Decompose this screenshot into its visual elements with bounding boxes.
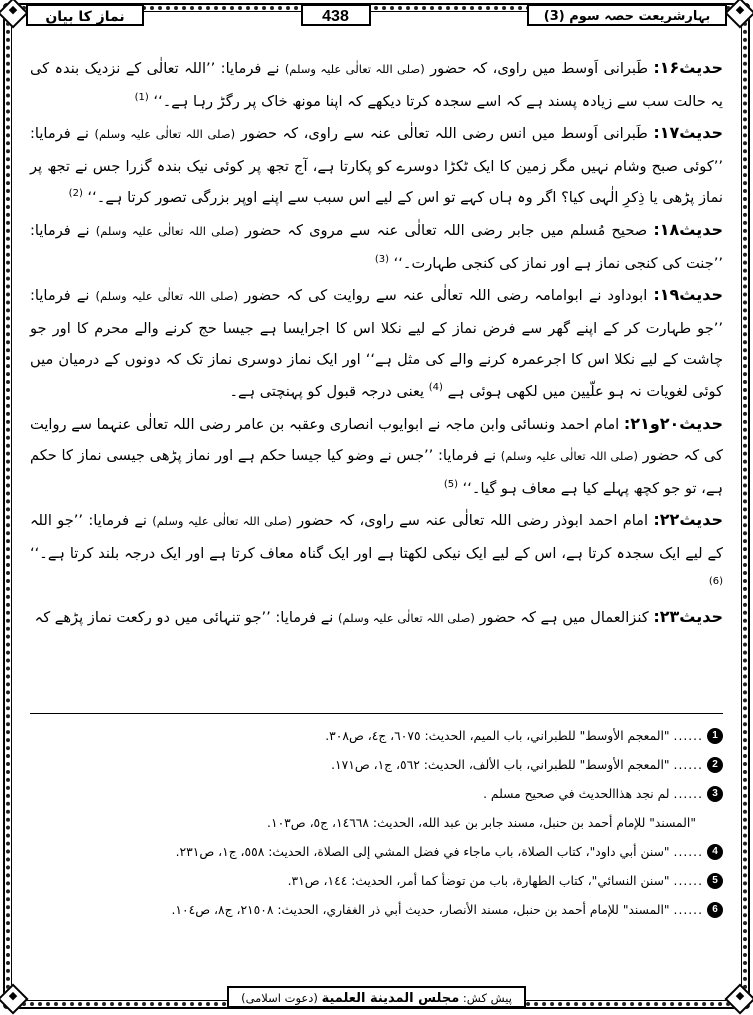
footnote-leader: ...... [673,728,703,743]
book-title: بہارِشریعت حصہ سوم (3) [527,4,727,26]
hadith-paragraph [30,279,723,407]
footnote-text: "سنن النسائي"، كتاب الطهارة، باب من توضأ كما أمر، الحديث: ١٤٤، ص٣١. [287,873,670,888]
page-header [26,2,727,28]
hadith-label: حدیث۱۶: [653,58,723,77]
footnote [30,895,723,924]
hadith-text: امام احمد ونسائی وابن ماجہ نے ابوایوب انصاری وعقبہ بن عامر رضی اللہ تعالٰی عنہما سے روایت کی کہ حضور [30,415,723,465]
salutation: (صلی اللہ تعالٰی علیہ وسلم) [95,289,239,304]
hadith-text: یعنی درجہ قبول کو پہنچتی ہے۔ [229,382,425,400]
salutation: (صلی اللہ تعالٰی علیہ وسلم) [95,223,239,238]
footnote [30,750,723,779]
footnote-reference: (1) [134,91,149,103]
hadith-text: نے فرمایا: ’’جو اللہ کے لیے ایک سجدہ کرتا ہے، اس کے لیے ایک نیکی لکھتا ہے اور ایک گناہ معاف کرتا ہے اور ایک درجہ بلند کرتا ہے۔‘‘ [30,512,723,562]
salutation: (صلی اللہ تعالٰی علیہ وسلم) [500,449,638,464]
footnote-text: "المسند" للإمام أحمد بن حنبل، مسند الأنصار، حديث أبي ذر الغفاري، الحديث: ٢١٥٠٨، ج٨، ص١٠٤. [171,902,670,917]
publisher-box [227,986,526,1008]
chapter-title: نماز کا بیان [26,4,144,26]
footnote-text: "سنن أبي داود"، كتاب الصلاة، باب ماجاء في فضل المشي إلى الصلاة، الحديث: ٥٥٨، ج١، ص٢٣١. [175,844,670,859]
footnote-number: 6 [707,902,723,918]
hadith-text: صحیح مُسلم میں جابر رضی اللہ تعالٰی عنہ سے مروی کہ حضور [238,221,648,239]
footnote-reference: (5) [443,478,458,490]
footnote-number: 3 [707,786,723,802]
hadith-paragraph [30,52,723,117]
hadith-text: نے فرمایا: ’’جو طہارت کر کے اپنے گھر سے فرض نماز کے لیے نکلا اس کا اجرایسا ہے جیسا حج کرنے والے محرم کا اور جو چاشت کے لیے نکلا اس کا اجرعمرہ کرنے والے کی مثل ہے‘‘ اور ایک نماز دوسری نماز تک کہ دونوں کے درمیان میں کوئی لغویات نہ ہو علّیین میں لکھی ہوئی ہے [30,287,723,400]
page-number: 438 [301,4,371,26]
footnote-number: 4 [707,844,723,860]
hadith-text: کنزالعمال میں ہے کہ حضور [474,609,649,627]
hadith-text: طَبرانی اَوسط میں انس رضی اللہ تعالٰی عنہ سے راوی، کہ حضور [235,125,648,143]
publisher-org: (دعوت اسلامی) [241,991,318,1005]
hadith-label: حدیث۱۹: [653,285,723,305]
hadith-paragraph [30,117,723,214]
footnote-leader: ...... [673,757,703,772]
footnote-number: 5 [707,873,723,889]
page-footer [0,986,753,1008]
footer-prefix: پیش کش: [462,991,512,1005]
hadith-label: حدیث۱۸: [653,219,723,239]
hadith-text: نے فرمایا: ’’جس نے وضو کیا جیسا حکم ہے اور نماز پڑھی جیسی نماز کا حکم ہے، تو جو کچھ پہلے کیا ہے معاف ہو گیا۔‘‘ [30,447,723,497]
footnote-leader: ...... [673,873,703,888]
footnote [30,779,723,808]
hadith-text: نے فرمایا: ’’کوئی صبح وشام نہیں مگر زمین کا ایک ٹکڑا دوسرے کو پکارتا ہے، آج تجھ پر کوئی نیک بندہ گزرا جس نے تجھ پر نماز پڑھی یا ذِکرِ الٰہی کیا؟ اگر وہ ہاں کہے تو اس کے لیے اس سبب سے اپنے اوپر بزرگی تصور کرتا ہے۔‘‘ [30,125,723,207]
hadith-paragraph [30,214,723,279]
footnote-leader: ...... [673,902,703,917]
hadith-text: نے فرمایا: ’’اللہ تعالٰی کے نزدیک بندہ کی یہ حالت سب سے زیادہ پسند ہے کہ اسے سجدہ کرتا دیکھے کہ اپنا مونھ خاک پر رگڑ رہا ہے۔‘‘ [30,60,723,110]
footnote [30,837,723,866]
footnote-number: 2 [707,757,723,773]
hadith-text: امام احمد ابوذر رضی اللہ تعالٰی عنہ سے راوی، کہ حضور [291,512,649,530]
main-text [30,52,723,635]
footnote-leader: ...... [673,786,703,801]
hadith-label: حدیث۲۰و۲۱: [623,413,724,433]
footnote [30,721,723,750]
footnote-text: "المعجم الأوسط" للطبراني، باب الميم، الحديث: ٦٠٧٥، ج٤، ص٣٠٨. [325,728,670,743]
footnote-divider [30,713,723,714]
publisher-name: مجلس المدينة العلمية [321,991,460,1006]
hadith-paragraph [30,408,723,505]
footnotes [30,721,723,924]
hadith-text: نے فرمایا: ’’جو تنہائی میں دو رکعت نماز پڑھے کہ [34,609,338,627]
footnote-reference: (4) [428,382,443,394]
footnote-reference: (3) [374,253,390,265]
salutation: (صلی اللہ تعالٰی علیہ وسلم) [152,514,292,529]
hadith-text: نے فرمایا: ’’جنت کی کنجی نماز ہے اور نماز کی کنجی طہارت۔‘‘ [30,221,723,272]
footnote-text: "المعجم الأوسط" للطبراني، باب الألف، الحديث: ٥٦٢، ج١، ص١٧١. [331,757,670,772]
footnote-number: 1 [707,728,723,744]
footnote-continuation [30,808,723,837]
hadith-text: طَبرانی اَوسط میں راوی، کہ حضور [424,60,648,77]
hadith-label: حدیث۱۷: [653,123,724,143]
hadith-label: حدیث۲۲: [653,510,724,530]
salutation: (صلی اللہ تعالٰی علیہ وسلم) [94,127,236,142]
hadith-paragraph [30,504,723,601]
footnote-text: لم نجد هذاالحديث في صحيح مسلم . [483,786,670,801]
footnote-reference: (2) [68,188,83,200]
footnote-text: "المسند" للإمام أحمد بن حنبل، مسند جابر بن عبد الله، الحديث: ١٤٦٦٨، ج٥، ص١٠٣. [267,815,696,830]
footnote [30,866,723,895]
salutation: (صلی اللہ تعالٰی علیہ وسلم) [284,62,425,76]
salutation: (صلی اللہ تعالٰی علیہ وسلم) [338,611,475,626]
footnote-reference: (6) [708,575,723,587]
hadith-text: ابوداود نے ابوامامہ رضی اللہ تعالٰی عنہ سے روایت کی کہ حضور [238,287,648,305]
hadith-paragraph [30,601,723,635]
hadith-label: حدیث۲۳: [653,607,723,627]
footnote-leader: ...... [673,844,703,859]
